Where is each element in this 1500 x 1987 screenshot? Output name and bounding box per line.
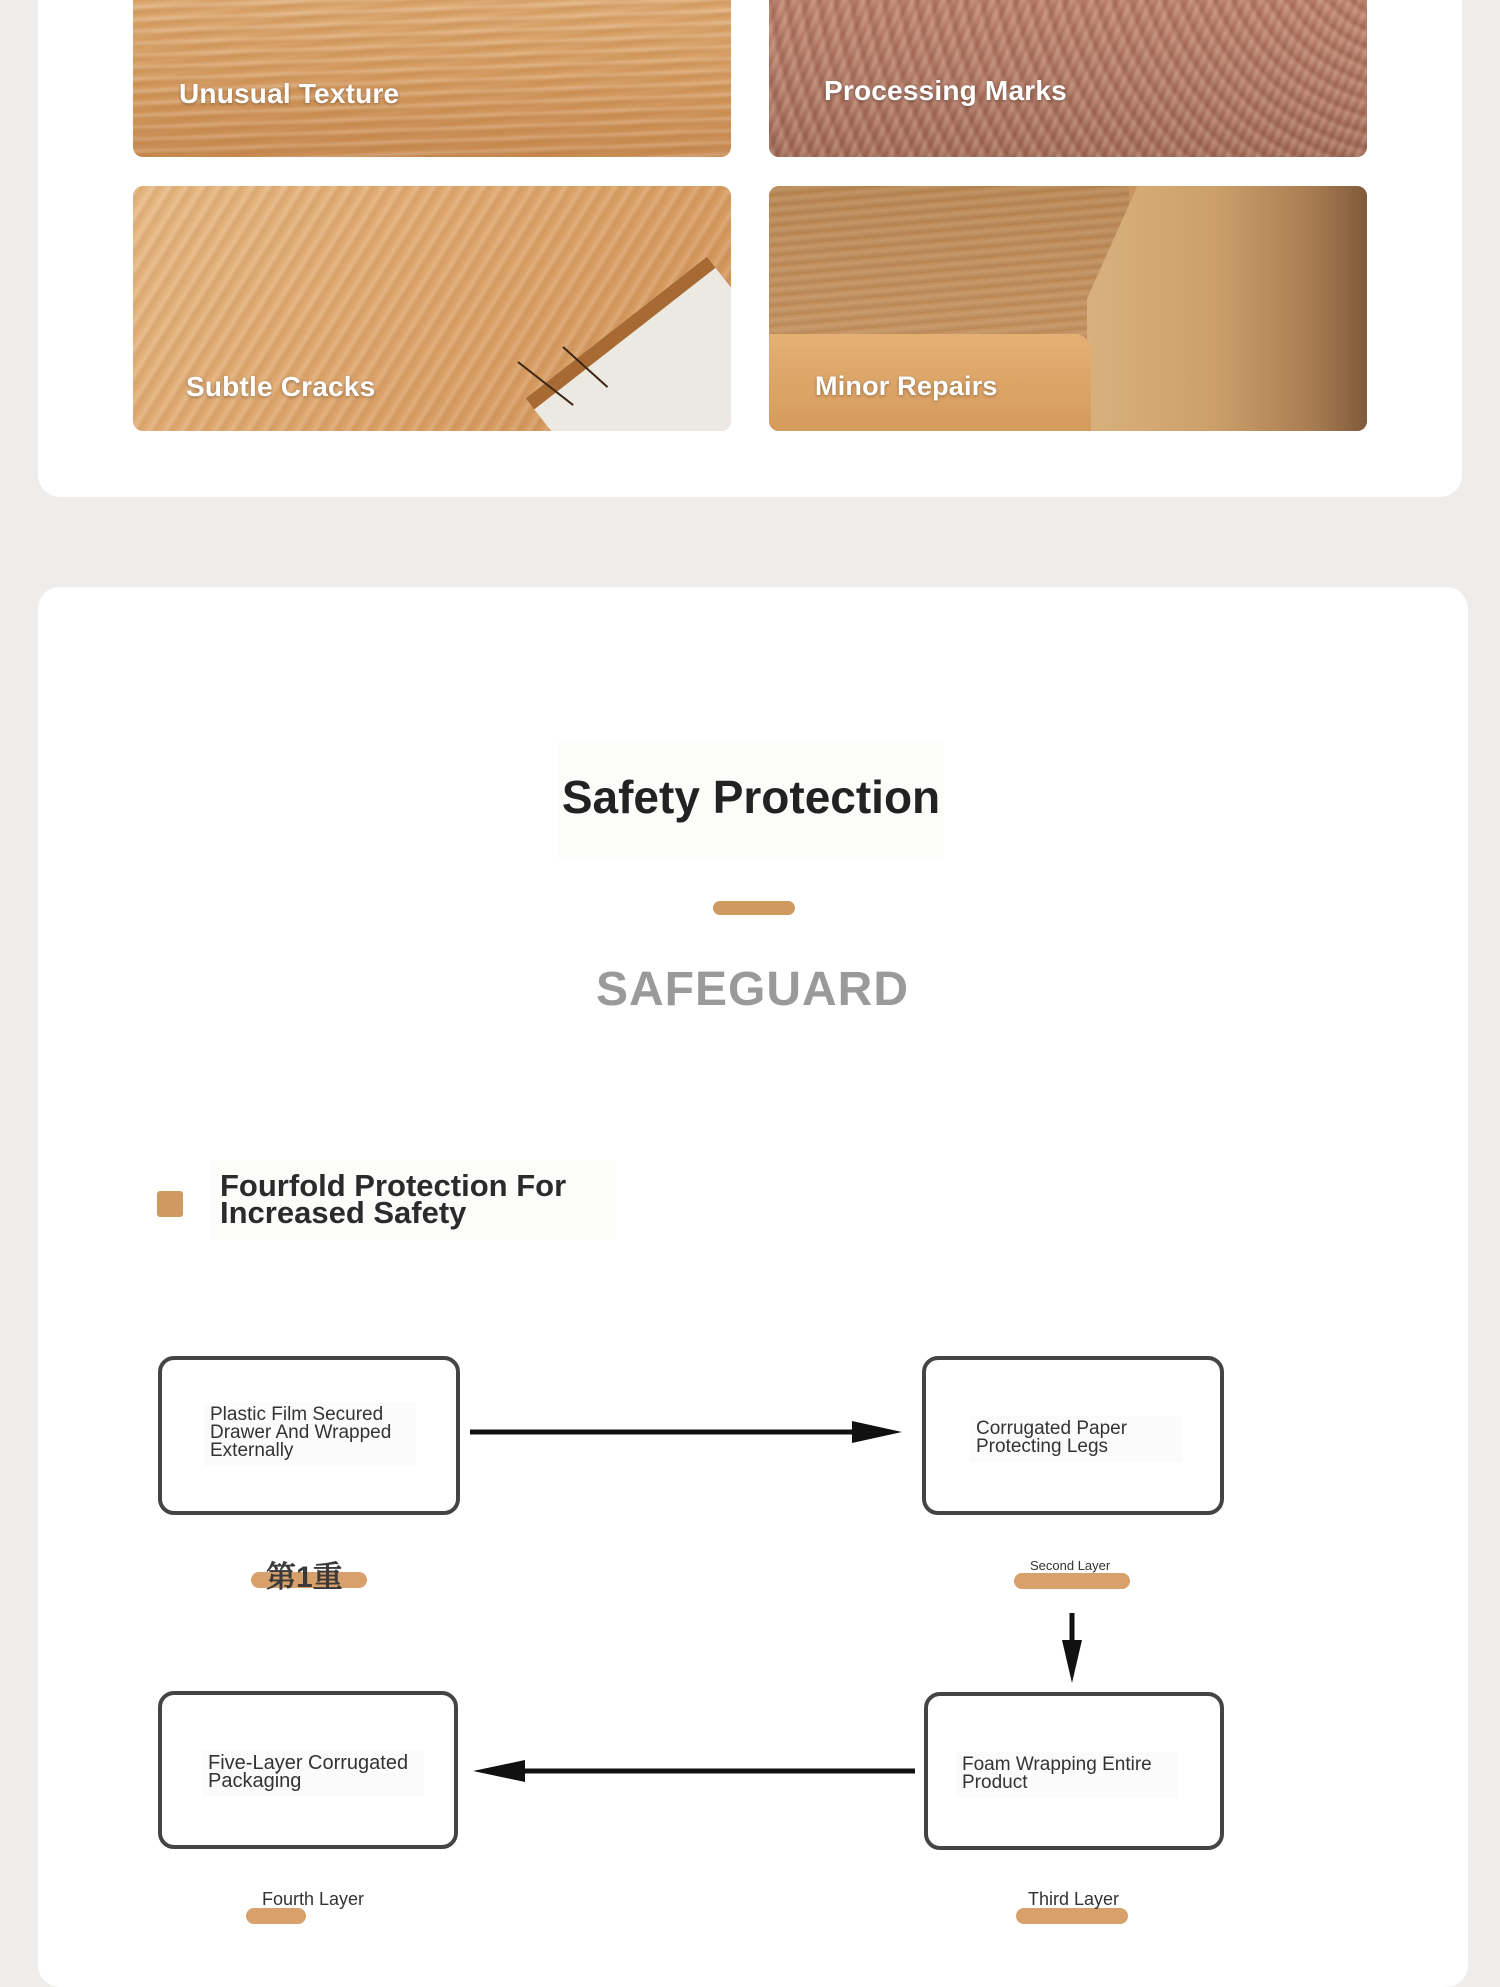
- step-box-plastic-film: [158, 1356, 460, 1515]
- step-text: Five-Layer Corrugated Packaging: [202, 1750, 424, 1796]
- layer-label-second: Second Layer: [1030, 1558, 1111, 1573]
- step-text: Corrugated Paper Protecting Legs: [970, 1416, 1182, 1462]
- layer-label-third: Third Layer: [1028, 1889, 1120, 1909]
- step-box-corrugated-paper: [922, 1356, 1224, 1515]
- arrow-down: [1062, 1613, 1082, 1683]
- arrow-left: [473, 1760, 915, 1782]
- tile-label: Minor Repairs: [815, 371, 998, 401]
- layer-label-fourth: Fourth Layer: [262, 1889, 365, 1909]
- step-box-five-layer: [158, 1691, 458, 1849]
- fourfold-heading: Fourfold Protection For Increased Safety: [220, 1168, 567, 1230]
- tile-label: Processing Marks: [824, 75, 1067, 106]
- tile-label: Unusual Texture: [179, 78, 400, 109]
- layer-label-first: 第1重: [266, 1561, 343, 1594]
- layer-pill: [246, 1908, 306, 1924]
- section-title: Safety Protection: [561, 771, 941, 823]
- step-text: Foam Wrapping Entire Product: [956, 1752, 1178, 1798]
- layer-pill: [1014, 1573, 1130, 1589]
- arrow-right: [470, 1421, 902, 1443]
- step-box-foam-wrapping: [924, 1692, 1224, 1850]
- layer-pill: [1016, 1908, 1128, 1924]
- tile-label: Subtle Cracks: [186, 371, 376, 402]
- section-subtitle: SAFEGUARD: [595, 963, 909, 1016]
- step-text: Plastic Film Secured Drawer And Wrapped Externally: [204, 1402, 416, 1466]
